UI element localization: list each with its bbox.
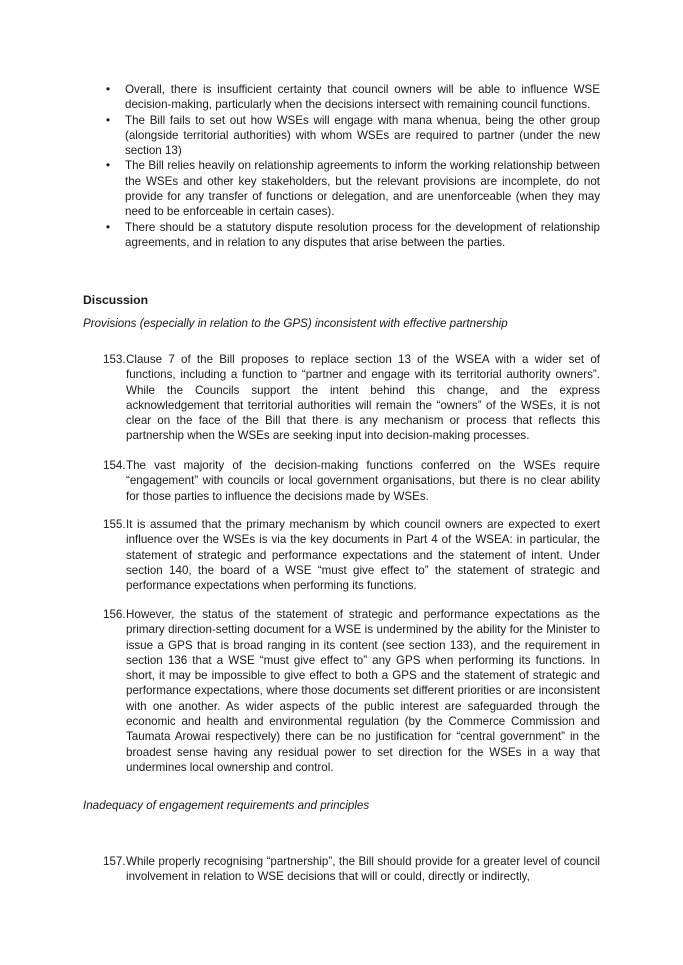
bullet-icon: • <box>105 82 111 96</box>
paragraph-text: However, the status of the statement of strategic and performance expectations as the primary direction-setting document for a WSE is undermined by the ability for the Minister to issue a GPS that is broad ranging in its content (see section 133), and the requirement in section 136 that a WSE “must give effect to” any GPS when performing its functions. In short, it may be impossible to give effect to both a GPS and the statement of strategic and performance expectations, where those documents set different priorities or are inconsistent with one another. As wider aspects of the public interest are safeguarded through the economic and health and environmental regulation (by the Commerce Commission and Taumata Arowai respectively) there can be no justification for “central government” in the broadest sense having any residual power to set direction for the WSEs in a way that undermines local ownership and control. <box>126 608 600 774</box>
subheading-partnership: Provisions (especially in relation to the GPS) inconsistent with effective partnership <box>83 317 508 330</box>
numbered-paragraph <box>103 854 600 885</box>
subheading-engagement: Inadequacy of engagement requirements and principles <box>83 799 370 812</box>
numbered-paragraph <box>103 352 600 444</box>
bullet-text: Overall, there is insufficient certainty that council owners will be able to influence WSE decision-making, particularly when the decisions intersect with remaining council functions. <box>125 83 600 112</box>
paragraph-number: 155. <box>103 518 126 531</box>
numbered-paragraph <box>103 517 600 593</box>
section-heading: Discussion <box>83 293 149 307</box>
paragraph-text: Clause 7 of the Bill proposes to replace section 13 of the WSEA with a wider set of functions, including a function to “partner and engage with its territorial authority owners”. While the Councils support the intent behind this change, and the express acknowledgement that territorial authorities will remain the “owners” of the WSEs, it is not clear on the face of the Bill that there is any mechanism or process that reflects this partnership when the WSEs are seeking input into decision-making processes. <box>126 353 600 443</box>
numbered-paragraph <box>103 458 600 504</box>
bullet-text: The Bill fails to set out how WSEs will engage with mana whenua, being the other group (alongside territorial authorities) with whom WSEs are required to partner (under the new section 13) <box>125 113 600 158</box>
paragraph-number: 153. <box>103 353 126 366</box>
bullet-icon: • <box>105 112 111 127</box>
paragraph-number: 154. <box>103 459 126 472</box>
bullet-item <box>103 158 600 219</box>
paragraph-number: 157. <box>103 855 126 868</box>
paragraph-text: The vast majority of the decision-making functions conferred on the WSEs require “engagement” with councils or local government organisations, but there is no clear ability for those parties to influence the decisions made by WSEs. <box>126 459 600 503</box>
bullet-icon: • <box>105 219 111 234</box>
bullet-text: The Bill relies heavily on relationship agreements to inform the working relationship between the WSEs and other key stakeholders, but the relevant provisions are incomplete, do not provide for any transfer of functions or delegation, and are unenforceable (when they may need to be enforceable in certain cases). <box>125 159 600 219</box>
paragraph-number: 156. <box>103 608 126 621</box>
bullet-text: There should be a statutory dispute resolution process for the development of relationship agreements, and in relation to any disputes that arise between the parties. <box>125 220 600 249</box>
bullet-item <box>103 220 600 251</box>
paragraph-text: It is assumed that the primary mechanism by which council owners are expected to exert influence over the WSEs is via the key documents in Part 4 of the WSEA: in particular, the statement of strategic and performance expectations and the statement of intent. Under section 140, the board of a WSE “must give effect to” the statement of strategic and performance expectations when performing its functions. <box>126 518 600 593</box>
bullet-item <box>103 113 600 159</box>
paragraph-text: While properly recognising “partnership”, the Bill should provide for a greater level of council involvement in relation to WSE decisions that will or could, directly or indirectly, <box>126 855 600 884</box>
bullet-list <box>103 82 600 250</box>
bullet-icon: • <box>105 158 111 173</box>
bullet-item <box>103 82 600 113</box>
numbered-paragraph <box>103 607 600 775</box>
